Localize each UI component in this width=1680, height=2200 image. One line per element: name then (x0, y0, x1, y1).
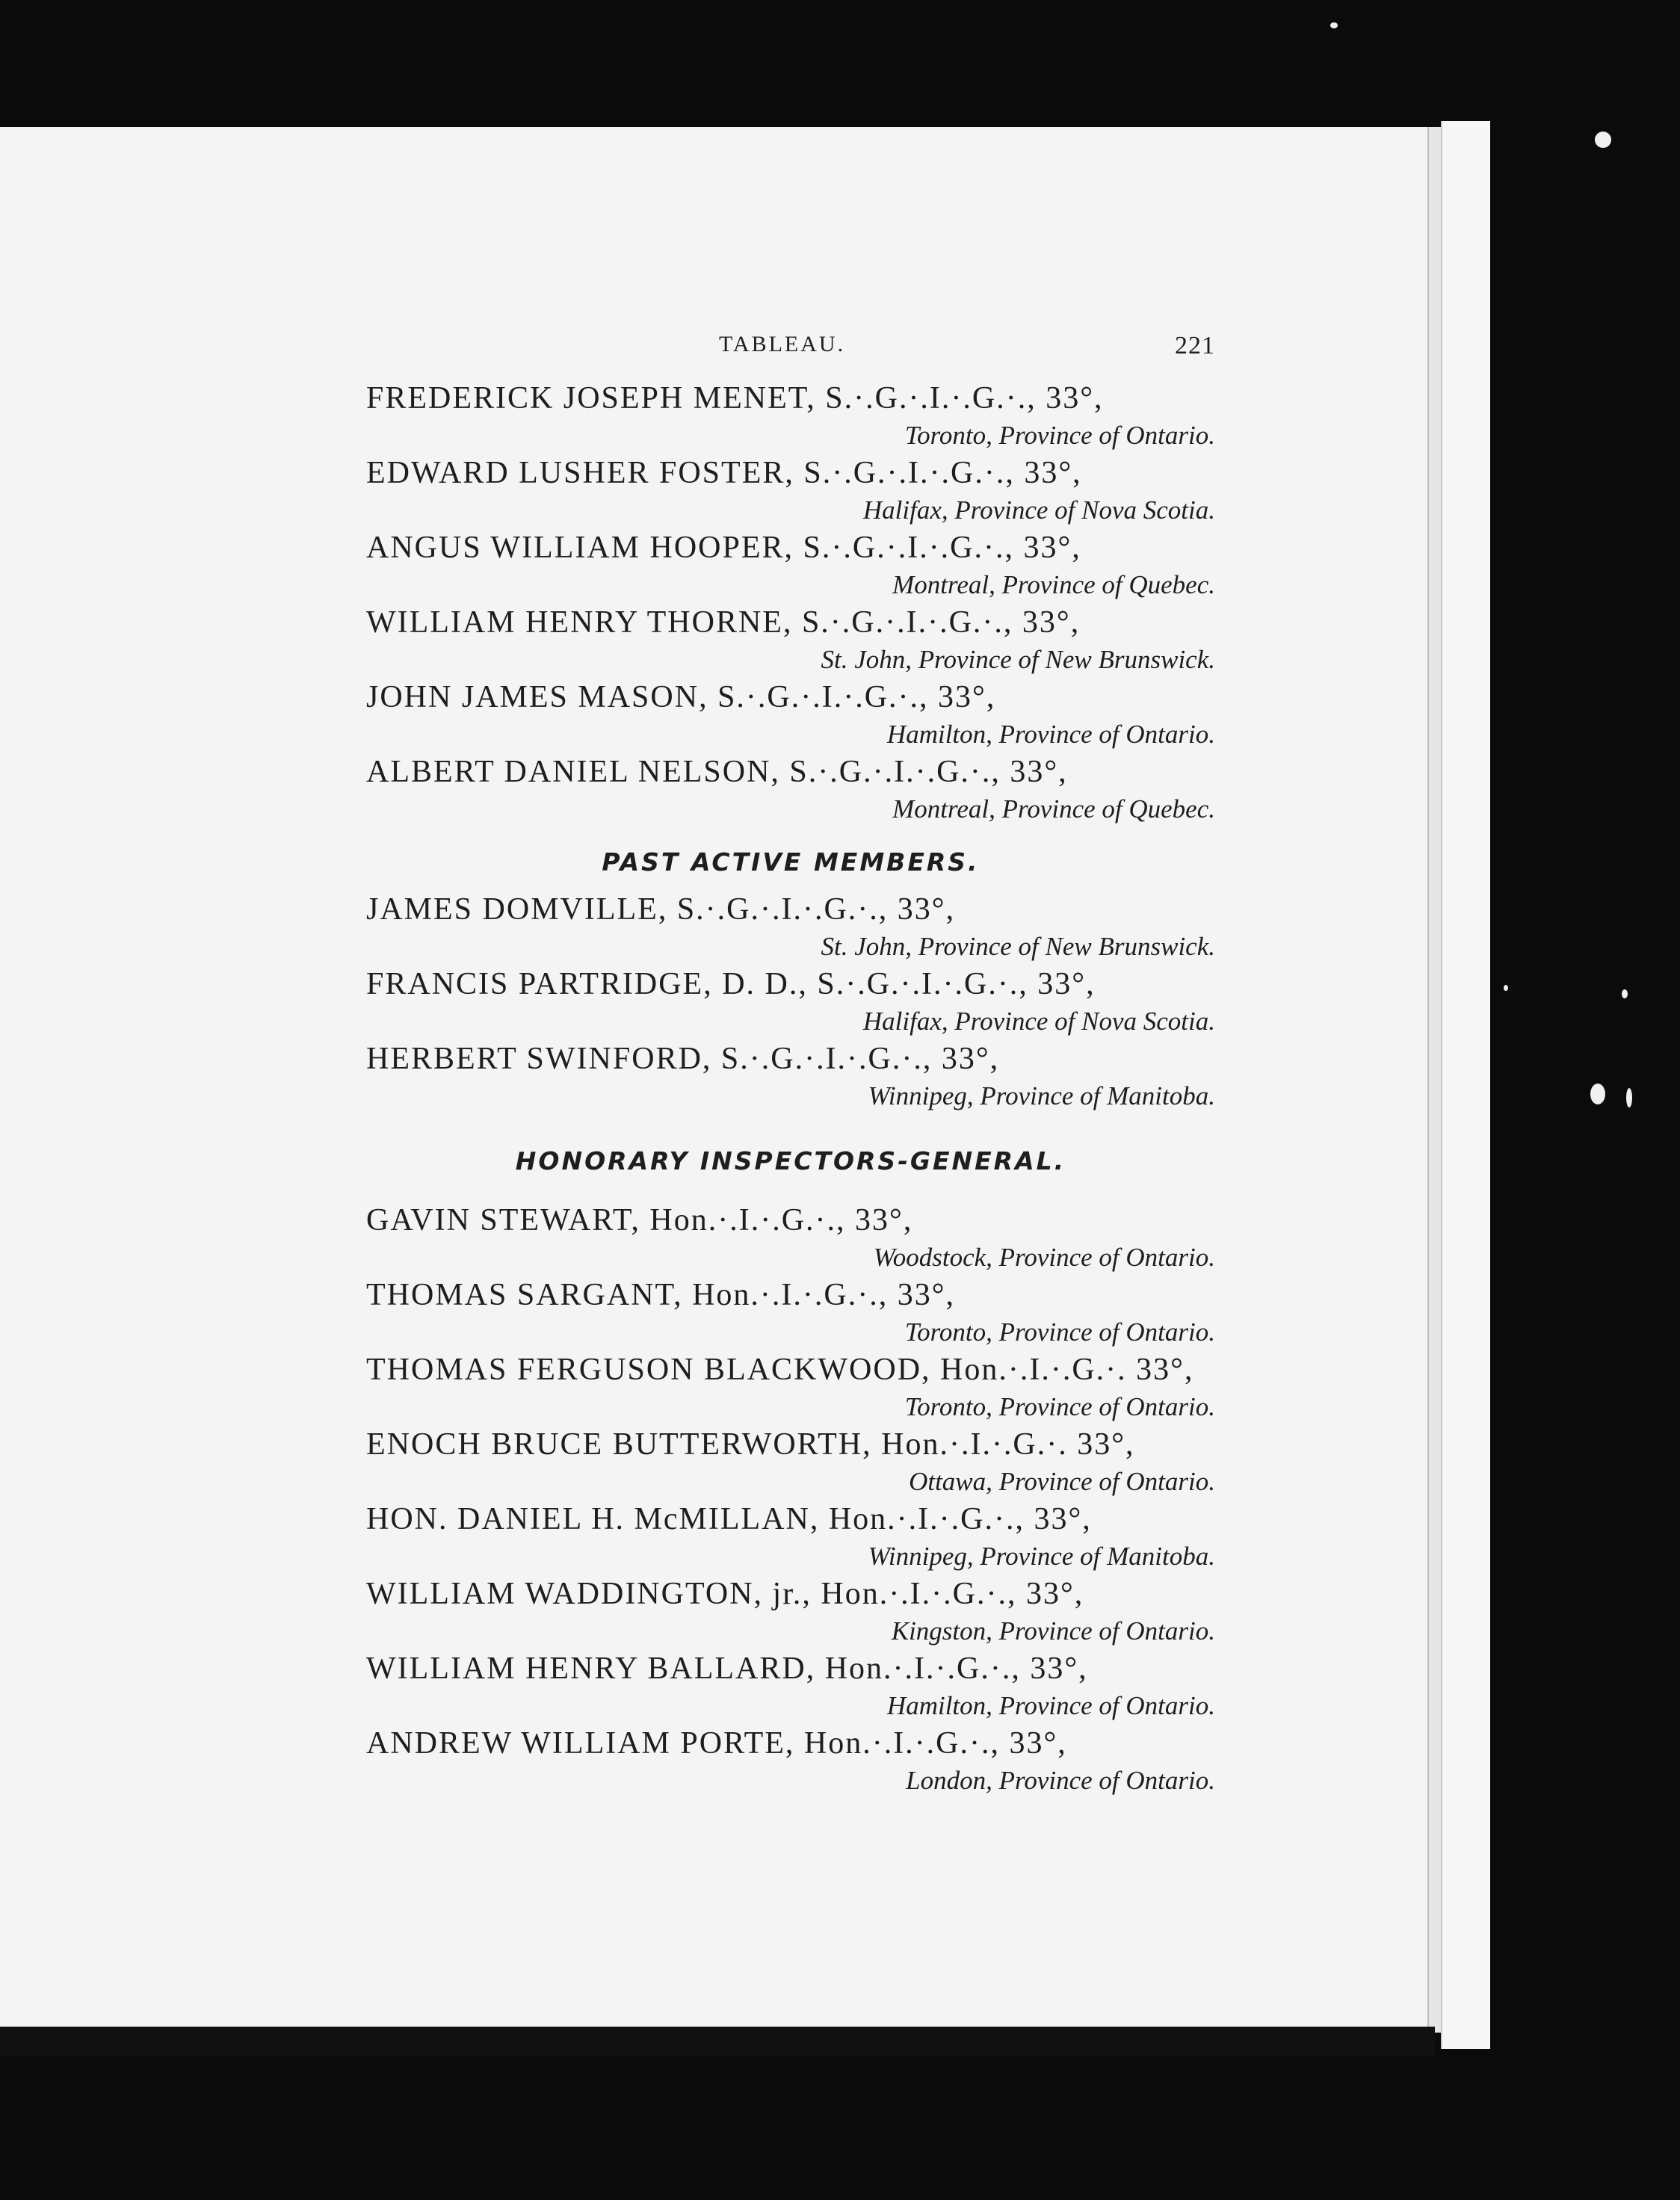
member-name: HON. DANIEL H. McMILLAN, Hon.·.I.·.G.·., 33°, (366, 1502, 1092, 1536)
page-number: 221 (1175, 332, 1215, 359)
member-name: JAMES DOMVILLE, S.·.G.·.I.·.G.·., 33°, (366, 892, 956, 927)
dust-speck (1330, 22, 1338, 28)
member-place: Woodstock, Province of Ontario. (873, 1243, 1215, 1272)
member-place: Winnipeg, Province of Manitoba. (868, 1081, 1215, 1110)
member-place: Toronto, Province of Ontario. (904, 1317, 1215, 1347)
section-heading-past-active: PAST ACTIVE MEMBERS. (602, 847, 980, 877)
member-place: Montreal, Province of Quebec. (892, 570, 1215, 599)
member-name: THOMAS FERGUSON BLACKWOOD, Hon.·.I.·.G.·. 33°, (366, 1353, 1194, 1387)
dust-speck (1595, 132, 1611, 148)
member-name: ENOCH BRUCE BUTTERWORTH, Hon.·.I.·.G.·. 33°, (366, 1427, 1135, 1462)
member-list (366, 380, 1215, 1799)
list-item (366, 380, 1215, 454)
member-place: Montreal, Province of Quebec. (892, 794, 1215, 824)
list-item (366, 965, 1215, 1040)
dust-speck (1590, 1084, 1605, 1104)
list-item (366, 753, 1215, 828)
member-name: GAVIN STEWART, Hon.·.I.·.G.·., 33°, (366, 1203, 913, 1238)
list-item (366, 891, 1215, 965)
list-item (366, 1650, 1215, 1725)
member-place: Hamilton, Province of Ontario. (886, 1691, 1215, 1720)
member-name: FREDERICK JOSEPH MENET, S.·.G.·.I.·.G.·., 33°, (366, 381, 1104, 415)
page-edge-outer (1441, 121, 1490, 2049)
member-name: EDWARD LUSHER FOSTER, S.·.G.·.I.·.G.·., 33°, (366, 456, 1082, 490)
member-place: Toronto, Province of Ontario. (904, 1392, 1215, 1421)
member-place: Ottawa, Province of Ontario. (909, 1467, 1215, 1496)
list-item (366, 454, 1215, 529)
member-name: FRANCIS PARTRIDGE, D. D., S.·.G.·.I.·.G.·., 33°, (366, 967, 1096, 1001)
member-name: WILLIAM WADDINGTON, jr., Hon.·.I.·.G.·., 33°, (366, 1577, 1084, 1611)
member-place: Kingston, Province of Ontario. (891, 1616, 1215, 1646)
dust-speck (1622, 989, 1628, 998)
member-name: ANGUS WILLIAM HOOPER, S.·.G.·.I.·.G.·., 33°, (366, 531, 1081, 565)
list-item (366, 1426, 1215, 1501)
member-place: Halifax, Province of Nova Scotia. (862, 1007, 1215, 1036)
list-item (366, 529, 1215, 604)
member-name: HERBERT SWINFORD, S.·.G.·.I.·.G.·., 33°, (366, 1042, 1000, 1076)
member-place: Winnipeg, Province of Manitoba. (868, 1542, 1215, 1571)
member-name: WILLIAM HENRY BALLARD, Hon.·.I.·.G.·., 33°, (366, 1651, 1088, 1686)
list-item (366, 1040, 1215, 1115)
scan-border (0, 2027, 1435, 2057)
list-item (366, 1351, 1215, 1426)
member-name: ANDREW WILLIAM PORTE, Hon.·.I.·.G.·., 33°, (366, 1726, 1067, 1761)
list-item (366, 1725, 1215, 1799)
section-heading-honorary: HONORARY INSPECTORS-GENERAL. (515, 1146, 1066, 1175)
page-edge (1427, 127, 1442, 2033)
dust-speck (1504, 985, 1508, 991)
member-name: WILLIAM HENRY THORNE, S.·.G.·.I.·.G.·., 33°, (366, 605, 1081, 640)
member-place: St. John, Province of New Brunswick. (821, 645, 1215, 674)
list-item (366, 679, 1215, 753)
list-item (366, 1276, 1215, 1351)
list-item (366, 1501, 1215, 1575)
running-head: TABLEAU. (719, 332, 846, 356)
member-place: London, Province of Ontario. (906, 1766, 1215, 1795)
member-place: Hamilton, Province of Ontario. (886, 720, 1215, 749)
member-name: JOHN JAMES MASON, S.·.G.·.I.·.G.·., 33°, (366, 680, 996, 714)
page-header (366, 332, 1215, 365)
list-item (366, 604, 1215, 679)
member-place: Halifax, Province of Nova Scotia. (862, 495, 1215, 525)
member-place: Toronto, Province of Ontario. (904, 421, 1215, 450)
member-name: ALBERT DANIEL NELSON, S.·.G.·.I.·.G.·., 33°, (366, 755, 1068, 789)
member-place: St. John, Province of New Brunswick. (821, 932, 1215, 961)
list-item (366, 1575, 1215, 1650)
member-name: THOMAS SARGANT, Hon.·.I.·.G.·., 33°, (366, 1278, 955, 1312)
dust-speck (1626, 1088, 1632, 1107)
list-item (366, 1202, 1215, 1276)
